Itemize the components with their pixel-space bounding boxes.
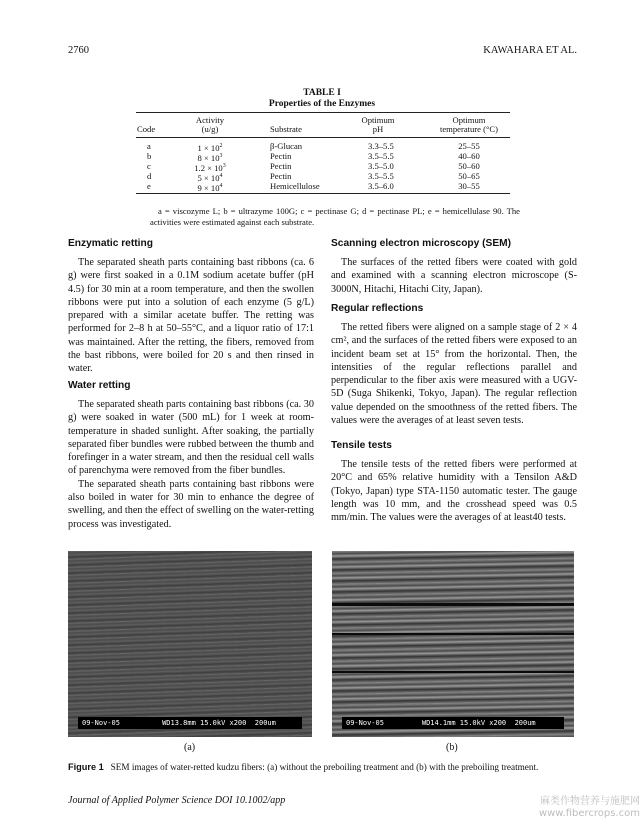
table-cell-ph: 3.5–5.5 — [368, 171, 394, 181]
subfigure-label-a: (a) — [184, 742, 196, 753]
table-cell-code: b — [147, 151, 152, 161]
table-cell-substrate: Hemicellulose — [270, 181, 320, 191]
table-cell-ph: 3.5–5.0 — [368, 161, 394, 171]
sem-image-b-databar: 09-Nov-05 WD14.1mm 15.0kV x200 200um — [342, 717, 564, 729]
table-cell-substrate: Pectin — [270, 151, 292, 161]
table-top-rule — [136, 112, 510, 113]
para-tensile-tests: The tensile tests of the retted fibers were performed at 20°C and 65% relative humidity with a Tensilon A&D (Tokyo, Japan) type STA-1150 automatic tester. The gauge length was 10 mm, and the crosshead speed was 0.5 mm/min. The values were the averages of at least40 tests. — [331, 459, 577, 524]
col-header-activity-2: (u/g) — [201, 124, 219, 134]
col-header-substrate: Substrate — [270, 124, 302, 134]
table-label: TABLE I — [303, 88, 341, 98]
heading-enzymatic-retting: Enzymatic retting — [68, 238, 153, 249]
table-cell-substrate: Pectin — [270, 171, 292, 181]
heading-tensile-tests: Tensile tests — [331, 440, 392, 451]
fiber-gap — [332, 633, 574, 635]
table-cell-code: d — [147, 171, 152, 181]
table-cell-temp: 25–55 — [458, 141, 480, 151]
fiber-gap — [332, 603, 574, 606]
table-cell-temp: 40–60 — [458, 151, 480, 161]
table-cell-ph: 3.3–5.5 — [368, 141, 394, 151]
page-number: 2760 — [68, 45, 89, 56]
para-water-retting: The separated sheath parts containing bast ribbons (ca. 30 g) were soaked in water (500 mL) for 1 week at room-temperature in shaded sunlight. After soaking, the partially separated fiber bundles were rubbed between the thumb and forefinger in a water stream, and then the residual cell walls of parenchyma were removed from the fiber bundles. The separated sheath parts containing bast ribbons were also boiled in water for 30 min to enhance the degree of swelling, and then the effect of swelling on the water-retting process was investigated. — [68, 399, 314, 530]
sem-image-a — [68, 551, 312, 737]
para-sem: The surfaces of the retted fibers were coated with gold and examined with a scanning electron microscope (S-3000N, Hitachi, Hitachi City, Japan). — [331, 257, 577, 295]
table-cell-activity: $9 \times 10^4$ — [197, 182, 223, 193]
table-cell-ph: 3.5–5.5 — [368, 151, 394, 161]
sem-image-b — [332, 551, 574, 737]
table-cell-activity: $5 \times 10^4$ — [197, 172, 223, 183]
heading-sem: Scanning electron microscopy (SEM) — [331, 238, 512, 249]
table-bottom-rule — [136, 193, 510, 194]
table-cell-activity: $1 \times 10^2$ — [197, 142, 223, 153]
table-cell-code: a — [147, 141, 151, 151]
table-cell-activity: $1.2 \times 10^3$ — [194, 162, 226, 173]
fiber-gap — [332, 671, 574, 673]
table-title: Properties of the Enzymes — [268, 99, 376, 109]
sem-image-a-databar: 09-Nov-05 WD13.8mm 15.0kV x200 200um — [78, 717, 302, 729]
table-cell-temp: 30–55 — [458, 181, 480, 191]
table-cell-ph: 3.5–6.0 — [368, 181, 394, 191]
para-regular-reflections: The retted fibers were aligned on a sample stage of 2 × 4 cm², and the surfaces of the retted fibers were exposed to an incident beam set at 15° from the horizontal. Then, the intensities of the regular reflections parallel and perpendicular to the fiber axis were measured with a UGV-5D (Suga Shikenki, Tokyo, Japan). The regular reflection value depended on the smoothness of the retted fibers. The values were the averages of at least seven tests. — [331, 322, 577, 427]
table-cell-substrate: Pectin — [270, 161, 292, 171]
heading-water-retting: Water retting — [68, 380, 131, 391]
figure-caption: Figure 1 SEM images of water-retted kudzu fibers: (a) without the preboiling treatment and (b) with the preboiling treatment. — [68, 762, 539, 772]
table-cell-code: c — [147, 161, 151, 171]
table-cell-code: e — [147, 181, 151, 191]
subfigure-label-b: (b) — [446, 742, 458, 753]
para-enzymatic-retting: The separated sheath parts containing bast ribbons (ca. 6 g) were first soaked in a 0.1M sodium acetate buffer (pH 4.5) for 30 min at a room temperature, and then the swollen ribbons were put into a solution of each enzyme (5 g/L) prepared with a similar acetate buffer. The retting was performed for 2–8 h at 50–55°C, and a liquor ratio of 17:1 was maintained. After the retting, the fibers, removed from the bast ribbons, were boiled for 20 s and then rinsed in water. — [68, 257, 314, 375]
table-cell-temp: 50–65 — [458, 171, 480, 181]
col-header-temp-1: Optimum — [452, 115, 486, 125]
col-header-activity-1: Activity — [195, 115, 225, 125]
table-cell-temp: 50–60 — [458, 161, 480, 171]
col-header-temp-2: temperature (°C) — [439, 124, 499, 134]
table-mid-rule — [136, 137, 510, 138]
running-head-authors: KAWAHARA ET AL. — [483, 45, 577, 56]
watermark: 麻类作物营养与施肥网 www.fibercrops.com — [538, 796, 640, 819]
col-header-ph-2: pH — [372, 124, 384, 134]
col-header-ph-1: Optimum — [361, 115, 395, 125]
table-footnote: a = viscozyme L; b = ultrazyme 100G; c = pectinase G; d = pectinase PL; e = hemicellulase 90. The activities were estimated against each substrate. — [150, 206, 520, 227]
col-header-code: Code — [137, 124, 156, 134]
journal-footer: Journal of Applied Polymer Science DOI 10.1002/app — [68, 795, 286, 806]
heading-regular-reflections: Regular reflections — [331, 303, 424, 314]
table-cell-substrate: β-Glucan — [270, 141, 303, 151]
table-cell-activity: $8 \times 10^3$ — [197, 152, 223, 163]
